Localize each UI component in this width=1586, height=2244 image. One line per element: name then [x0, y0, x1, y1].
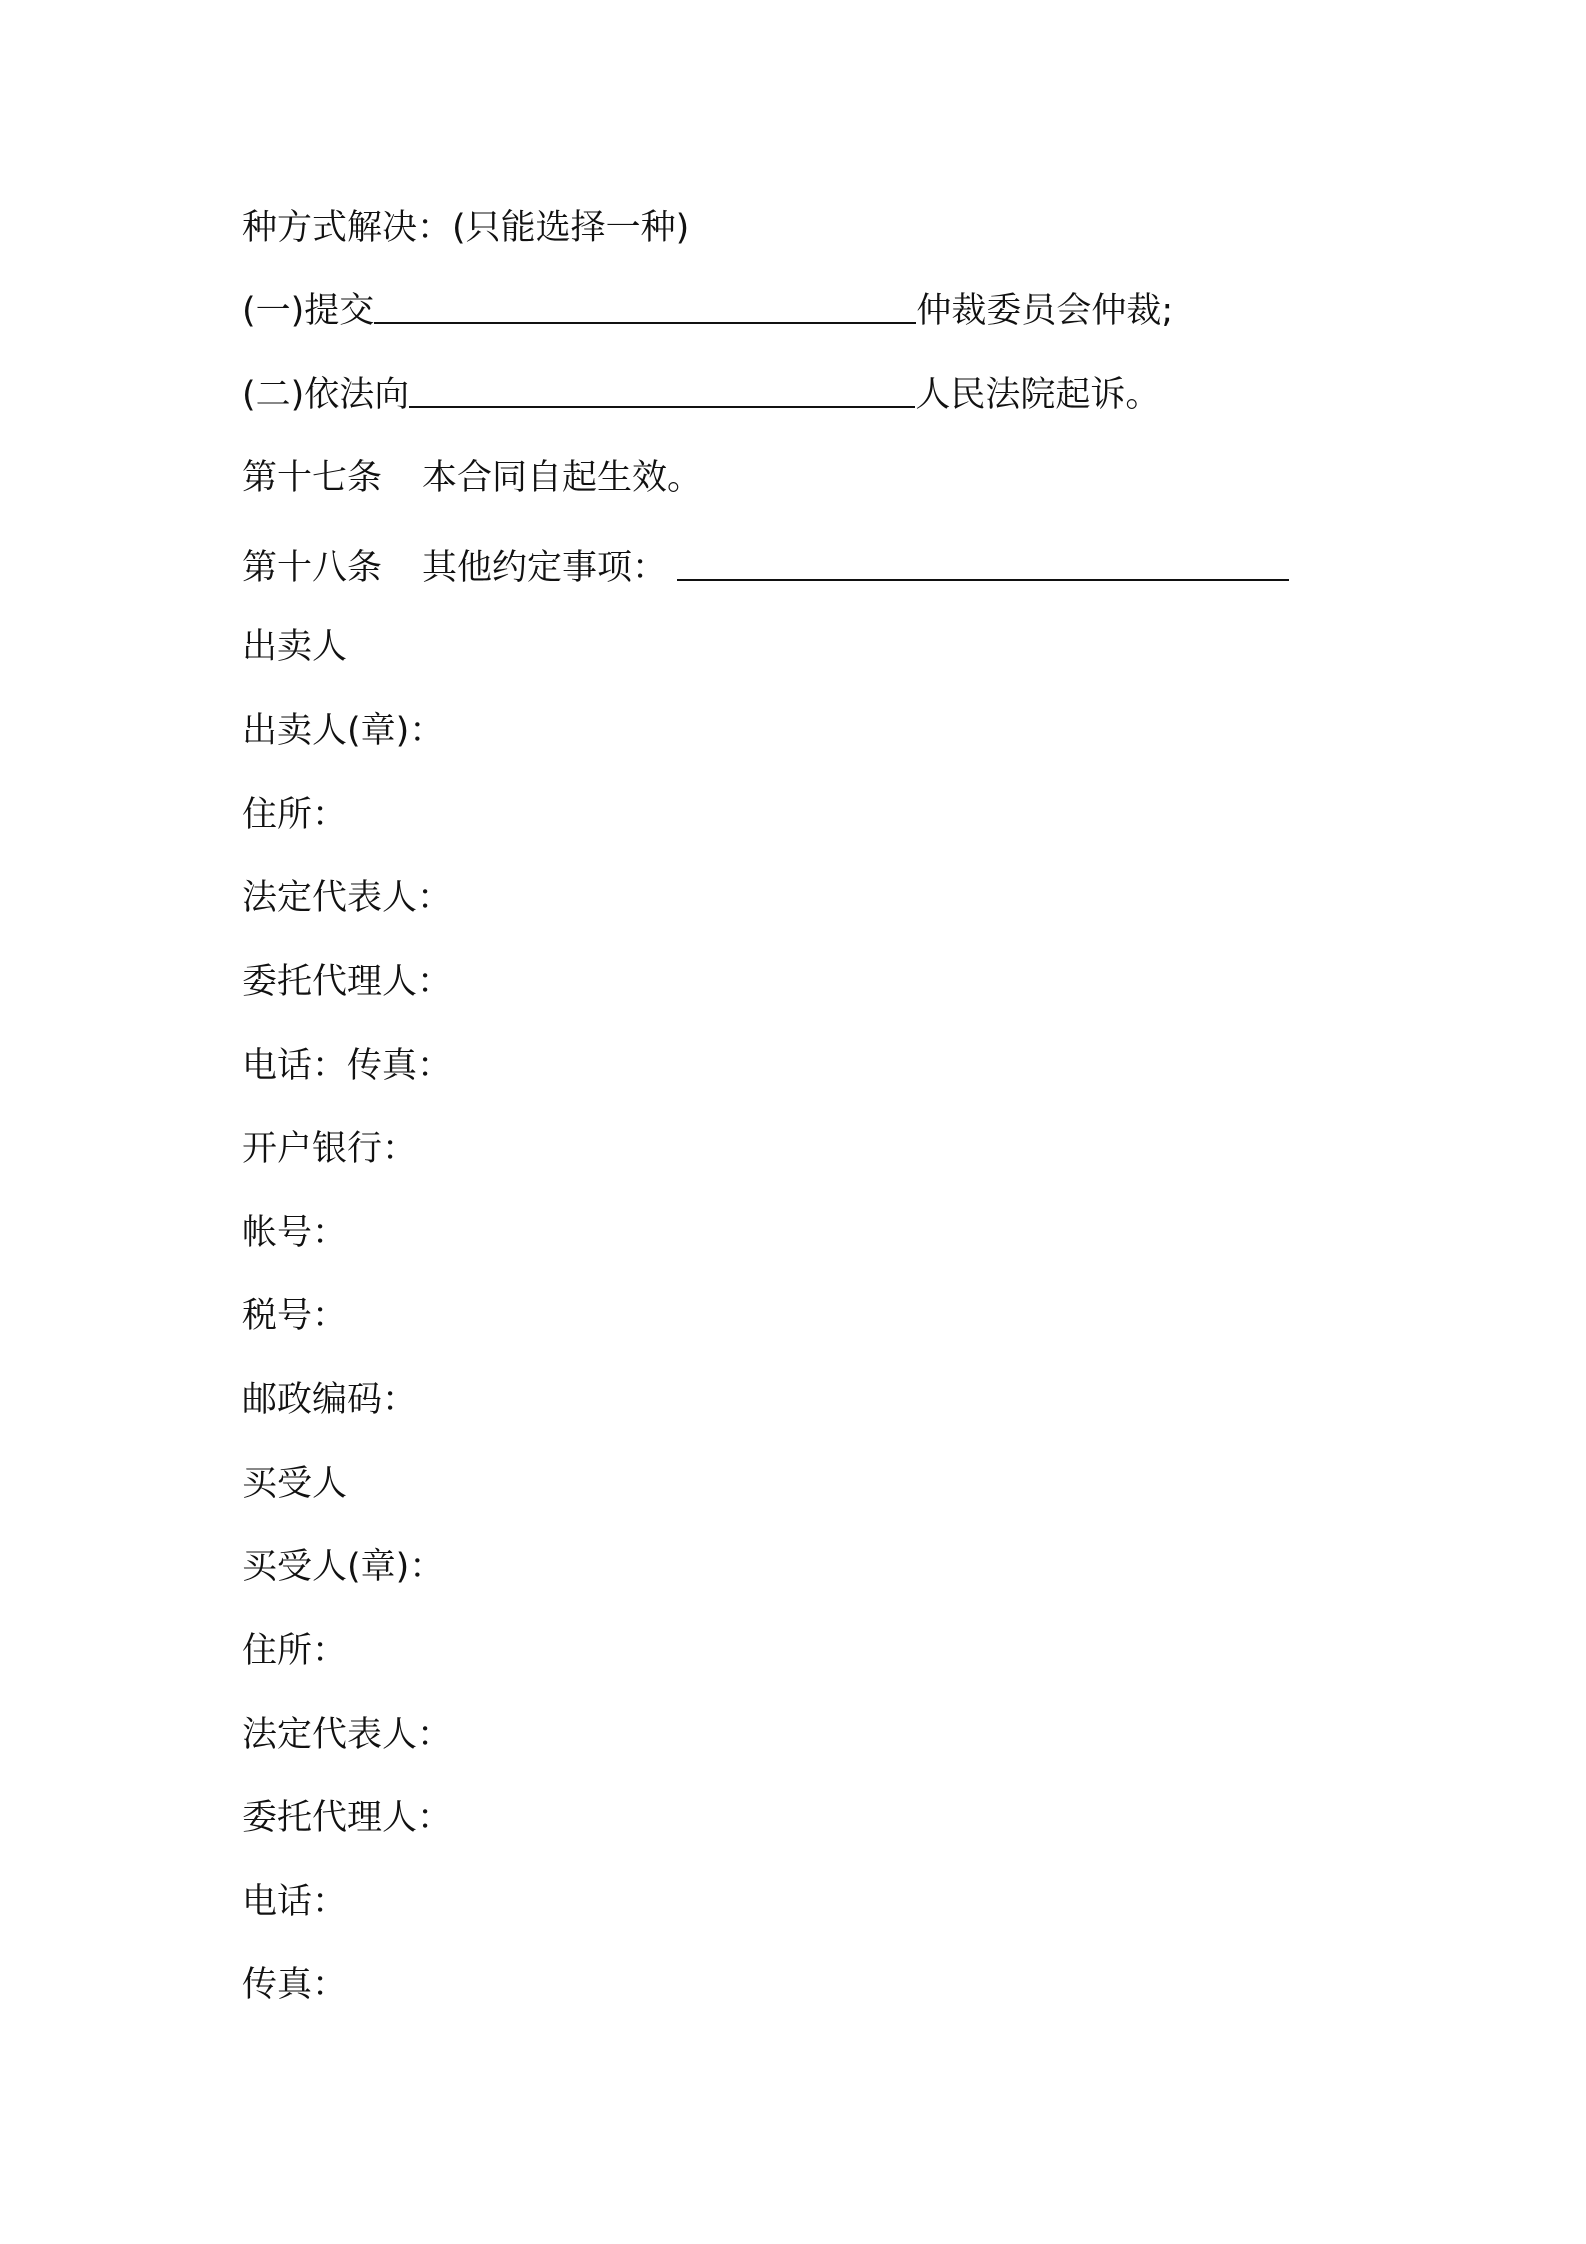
buyer-phone-label: 电话： [242, 1882, 348, 1922]
dispute-option-1 [242, 286, 1173, 336]
seller-agent-label: 委托代理人： [242, 962, 453, 1002]
article-17-text: 本合同自起生效。 [422, 458, 703, 498]
article-17 [242, 453, 702, 503]
option-1-suffix: 仲裁委员会仲裁; [916, 291, 1174, 331]
dispute-intro-text: 种方式解决：(只能选择一种) [242, 208, 690, 248]
article-18-number: 第十八条 [242, 548, 383, 588]
seller-heading: 出卖人 [242, 627, 348, 667]
seller-address-label: 住所： [242, 795, 348, 835]
article-18 [242, 543, 1289, 593]
seller-tax-label: 税号： [242, 1296, 348, 1336]
seller-legal-rep-label: 法定代表人： [242, 878, 453, 918]
article-18-text: 其他约定事项： [422, 548, 668, 588]
dispute-option-2 [242, 370, 1160, 420]
dispute-intro [242, 203, 689, 253]
seller-seal-label: 出卖人(章)： [242, 711, 445, 751]
other-matters-blank [677, 545, 1289, 581]
buyer-fax-label: 传真： [242, 1965, 348, 2005]
buyer-seal-label: 买受人(章)： [242, 1547, 445, 1587]
buyer-legal-rep-label: 法定代表人： [242, 1715, 453, 1755]
option-1-prefix: (一)提交 [242, 291, 375, 331]
buyer-address-label: 住所： [242, 1631, 348, 1671]
seller-postcode-label: 邮政编码： [242, 1380, 418, 1420]
seller-phone-fax-label: 电话：传真： [242, 1046, 453, 1086]
seller-account-label: 帐号： [242, 1213, 348, 1253]
seller-bank-label: 开户银行： [242, 1129, 418, 1169]
buyer-heading: 买受人 [242, 1464, 348, 1504]
arbitration-blank [374, 288, 916, 324]
article-17-number: 第十七条 [242, 458, 383, 498]
buyer-agent-label: 委托代理人： [242, 1798, 453, 1838]
court-blank [409, 372, 915, 408]
option-2-suffix: 人民法院起诉。 [915, 375, 1161, 415]
option-2-prefix: (二)依法向 [242, 375, 410, 415]
